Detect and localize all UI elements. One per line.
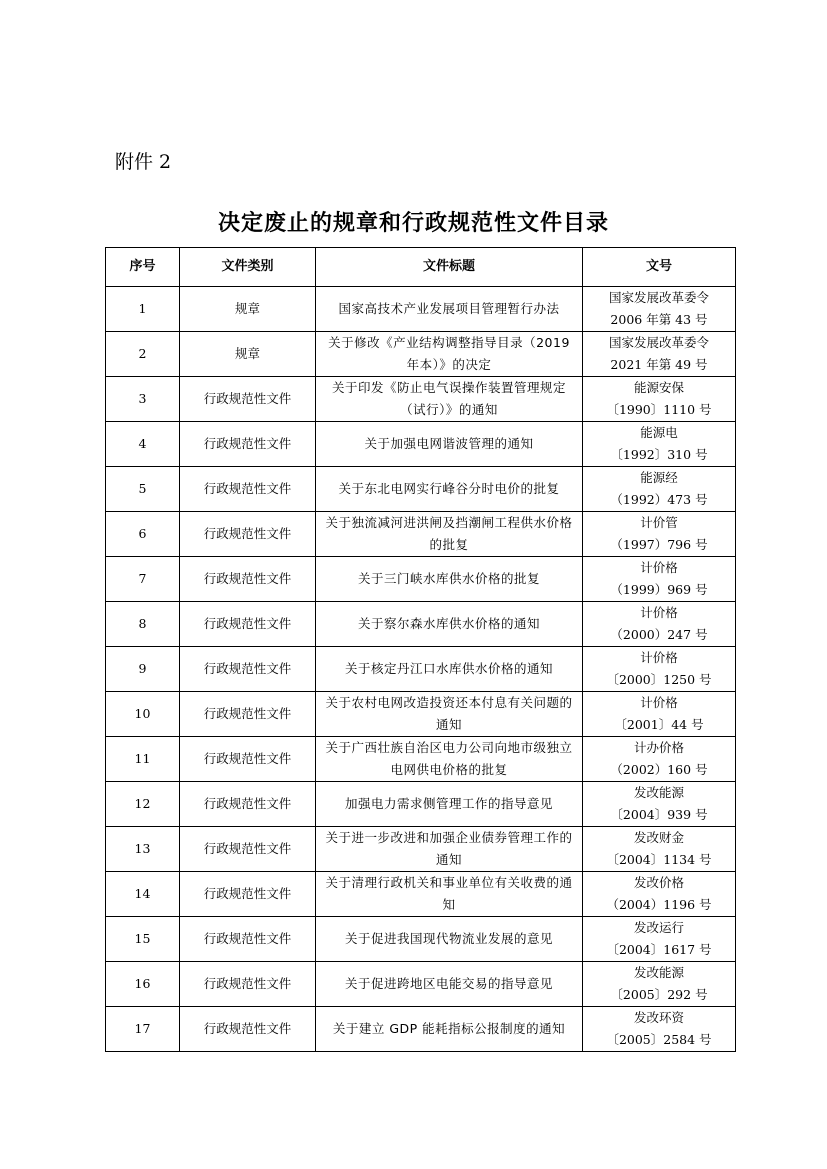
cell-category: 行政规范性文件 [180, 917, 316, 962]
doc-number-line: 发改能源 [633, 965, 684, 980]
cell-category: 行政规范性文件 [180, 737, 316, 782]
cell-category: 行政规范性文件 [180, 782, 316, 827]
cell-serial: 4 [106, 422, 180, 467]
cell-category: 行政规范性文件 [180, 467, 316, 512]
cell-doc-number [583, 377, 736, 422]
cell-title: 关于印发《防止电气误操作装置管理规定（试行）》的通知 [316, 377, 583, 422]
cell-title: 关于东北电网实行峰谷分时电价的批复 [316, 467, 583, 512]
cell-category: 行政规范性文件 [180, 962, 316, 1007]
cell-serial: 8 [106, 602, 180, 647]
cell-doc-number [583, 917, 736, 962]
cell-serial: 15 [106, 917, 180, 962]
cell-serial: 11 [106, 737, 180, 782]
cell-title: 关于修改《产业结构调整指导目录（2019 年本）》的决定 [316, 332, 583, 377]
abolished-documents-table [105, 247, 736, 1052]
header-category: 文件类别 [180, 248, 316, 287]
cell-serial: 5 [106, 467, 180, 512]
cell-doc-number [583, 422, 736, 467]
doc-number-line: （2000）247 号 [610, 627, 708, 642]
doc-number-line: 〔2004〕939 号 [610, 807, 708, 822]
cell-title: 关于三门峡水库供水价格的批复 [316, 557, 583, 602]
table-row [106, 287, 736, 332]
cell-serial: 17 [106, 1007, 180, 1052]
cell-doc-number [583, 1007, 736, 1052]
cell-doc-number [583, 827, 736, 872]
doc-number-line: 发改能源 [633, 785, 684, 800]
cell-doc-number [583, 287, 736, 332]
table-row [106, 602, 736, 647]
doc-number-line: 国家发展改革委令 [608, 335, 709, 350]
table-row [106, 377, 736, 422]
doc-number-line: 2021 年第 49 号 [610, 357, 708, 372]
table-row [106, 332, 736, 377]
cell-serial: 10 [106, 692, 180, 737]
cell-category: 行政规范性文件 [180, 422, 316, 467]
doc-number-line: 能源经 [640, 470, 678, 485]
doc-number-line: 计价格 [640, 650, 678, 665]
doc-number-line: 〔2004〕1617 号 [606, 942, 712, 957]
doc-number-line: 〔1990〕1110 号 [606, 402, 712, 417]
table-row [106, 692, 736, 737]
cell-doc-number [583, 737, 736, 782]
cell-doc-number [583, 647, 736, 692]
doc-number-line: （2004）1196 号 [606, 897, 712, 912]
cell-category: 行政规范性文件 [180, 692, 316, 737]
cell-title: 关于核定丹江口水库供水价格的通知 [316, 647, 583, 692]
cell-title: 关于独流减河进洪闸及挡潮闸工程供水价格的批复 [316, 512, 583, 557]
doc-number-line: 能源安保 [633, 380, 684, 395]
cell-title: 国家高技术产业发展项目管理暂行办法 [316, 287, 583, 332]
doc-number-line: （1997）796 号 [610, 537, 708, 552]
document-title: 决定废止的规章和行政规范性文件目录 [217, 210, 609, 236]
cell-category: 规章 [180, 332, 316, 377]
cell-category: 行政规范性文件 [180, 647, 316, 692]
cell-category: 行政规范性文件 [180, 377, 316, 422]
cell-category: 行政规范性文件 [180, 827, 316, 872]
table-row [106, 782, 736, 827]
doc-number-line: 能源电 [640, 425, 678, 440]
doc-number-line: 计价管 [640, 515, 678, 530]
table-row [106, 962, 736, 1007]
cell-title: 关于促进跨地区电能交易的指导意见 [316, 962, 583, 1007]
cell-serial: 3 [106, 377, 180, 422]
attachment-label: 附件 2 [115, 151, 172, 173]
doc-number-line: 发改运行 [633, 920, 684, 935]
cell-category: 行政规范性文件 [180, 602, 316, 647]
doc-number-line: 发改价格 [633, 875, 684, 890]
doc-number-line: 〔2000〕1250 号 [606, 672, 712, 687]
cell-doc-number [583, 512, 736, 557]
cell-category: 行政规范性文件 [180, 872, 316, 917]
cell-title: 关于察尔森水库供水价格的通知 [316, 602, 583, 647]
doc-number-line: 〔1992〕310 号 [610, 447, 708, 462]
cell-serial: 7 [106, 557, 180, 602]
cell-doc-number [583, 557, 736, 602]
cell-serial: 2 [106, 332, 180, 377]
cell-category: 行政规范性文件 [180, 1007, 316, 1052]
doc-number-line: 〔2005〕2584 号 [606, 1032, 712, 1047]
cell-serial: 1 [106, 287, 180, 332]
table-row [106, 1007, 736, 1052]
cell-title: 关于加强电网谐波管理的通知 [316, 422, 583, 467]
cell-category: 行政规范性文件 [180, 557, 316, 602]
doc-number-line: 国家发展改革委令 [608, 290, 709, 305]
cell-doc-number [583, 467, 736, 512]
cell-title: 关于进一步改进和加强企业债券管理工作的通知 [316, 827, 583, 872]
cell-serial: 9 [106, 647, 180, 692]
cell-category: 行政规范性文件 [180, 512, 316, 557]
cell-serial: 14 [106, 872, 180, 917]
cell-serial: 12 [106, 782, 180, 827]
table-row [106, 917, 736, 962]
doc-number-line: 计办价格 [633, 740, 684, 755]
cell-doc-number [583, 782, 736, 827]
cell-serial: 16 [106, 962, 180, 1007]
doc-number-line: 2006 年第 43 号 [610, 312, 708, 327]
doc-number-line: 〔2001〕44 号 [614, 717, 704, 732]
table-row [106, 647, 736, 692]
cell-title: 关于清理行政机关和事业单位有关收费的通知 [316, 872, 583, 917]
table-row [106, 737, 736, 782]
doc-number-line: 计价格 [640, 605, 678, 620]
table-row [106, 422, 736, 467]
cell-title: 加强电力需求侧管理工作的指导意见 [316, 782, 583, 827]
doc-number-line: 〔2005〕292 号 [610, 987, 708, 1002]
doc-number-line: 〔2004〕1134 号 [606, 852, 712, 867]
cell-title: 关于促进我国现代物流业发展的意见 [316, 917, 583, 962]
doc-number-line: 发改财金 [633, 830, 684, 845]
cell-doc-number [583, 692, 736, 737]
cell-doc-number [583, 332, 736, 377]
doc-number-line: 计价格 [640, 560, 678, 575]
cell-category: 规章 [180, 287, 316, 332]
cell-doc-number [583, 962, 736, 1007]
doc-number-line: （1992）473 号 [610, 492, 708, 507]
doc-number-line: 发改环资 [633, 1010, 684, 1025]
table-row [106, 512, 736, 557]
cell-title: 关于广西壮族自治区电力公司向地市级独立电网供电价格的批复 [316, 737, 583, 782]
doc-number-line: 计价格 [640, 695, 678, 710]
table-header-row [106, 248, 736, 287]
table-row [106, 467, 736, 512]
cell-title: 关于建立 GDP 能耗指标公报制度的通知 [316, 1007, 583, 1052]
header-title: 文件标题 [316, 248, 583, 287]
header-doc-number: 文号 [583, 248, 736, 287]
cell-doc-number [583, 872, 736, 917]
cell-serial: 13 [106, 827, 180, 872]
doc-number-line: （1999）969 号 [610, 582, 708, 597]
cell-serial: 6 [106, 512, 180, 557]
table-row [106, 557, 736, 602]
header-serial: 序号 [106, 248, 180, 287]
doc-number-line: （2002）160 号 [610, 762, 708, 777]
table-row [106, 872, 736, 917]
cell-doc-number [583, 602, 736, 647]
cell-title: 关于农村电网改造投资还本付息有关问题的通知 [316, 692, 583, 737]
table-row [106, 827, 736, 872]
